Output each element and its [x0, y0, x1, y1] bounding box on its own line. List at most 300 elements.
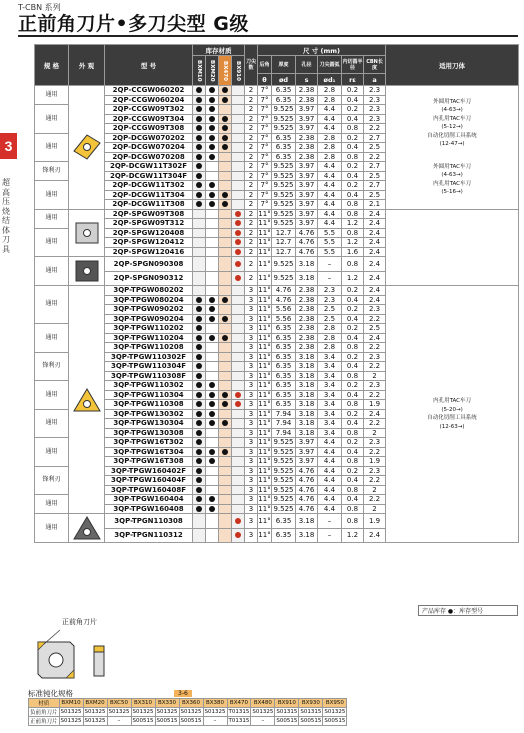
stock-cell-bxm10: [193, 190, 206, 200]
stock-dot-icon: [209, 182, 215, 188]
title-rule: [18, 35, 518, 37]
model-cell[interactable]: 3QP-TPGW110304: [105, 390, 193, 400]
stock-cell-bxm10: [193, 504, 206, 514]
stock-dot-icon: [196, 468, 202, 474]
standard-header-cell: BXM10: [59, 699, 83, 708]
model-cell[interactable]: 3QP-TPGW080202: [105, 286, 193, 296]
stock-cell-bx910: [232, 381, 245, 391]
model-cell[interactable]: 2QP-SPGW09T308: [105, 209, 193, 219]
dim-cell-edges: 3: [245, 528, 258, 543]
dim-cell-d: 12.7: [272, 228, 296, 238]
dim-cell-a: 11°: [258, 400, 271, 408]
model-cell[interactable]: 2QP-DCGW070202: [105, 133, 193, 143]
dim-cell-a: 11°: [258, 238, 271, 246]
stock-dot-icon: [209, 135, 215, 141]
model-cell[interactable]: 3QP-TPGW130302: [105, 409, 193, 419]
model-cell[interactable]: 3QP-TPGW110302F: [105, 352, 193, 362]
stock-dot-icon: [222, 392, 228, 398]
apply-note-label[interactable]: 自动化切削工具系统: [427, 415, 477, 421]
apply-note-range: (12-63→): [439, 423, 465, 430]
dim-cell-L: 2.3: [364, 438, 386, 448]
dim-cell-edges: 3: [245, 476, 258, 486]
stock-cell-bxm20: [206, 324, 219, 334]
stock-cell-bx470: [219, 209, 232, 219]
standard-header-cell: BX910: [275, 699, 299, 708]
standard-header-cell: 材质: [29, 699, 60, 708]
dim-cell-edges: 2: [245, 247, 258, 257]
stock-cell-bxm10: [193, 324, 206, 334]
stock-cell-bx910: [232, 305, 245, 315]
dim-cell-edges: 3: [245, 305, 258, 315]
standard-cell: –: [251, 717, 275, 726]
stock-cell-bxm20: [206, 457, 219, 467]
dim-cell-d1: 5.5: [318, 247, 342, 257]
dim-cell-r: 0.2: [342, 86, 364, 96]
stock-cell-bx910: [232, 114, 245, 124]
stock-cell-bx910: [232, 238, 245, 248]
stock-cell-bxm10: [193, 271, 206, 286]
standard-table: [28, 698, 347, 726]
dim-cell-edges: 3: [245, 362, 258, 372]
insert-shape-icon: [69, 209, 105, 257]
dim-cell-L: 2.4: [364, 257, 386, 272]
dim-cell-edges: 3: [245, 419, 258, 429]
stock-cell-bxm10: [193, 400, 206, 410]
model-cell[interactable]: 2QP-DCGW070208: [105, 152, 193, 162]
dim-cell-edges: 3: [245, 495, 258, 505]
dim-cell-L: 1.9: [364, 400, 386, 410]
stock-dot-icon: [209, 506, 215, 512]
model-cell[interactable]: 2QP-SPGN090312: [105, 271, 193, 286]
stock-cell-bxm10: [193, 352, 206, 362]
dim-cell-a: 11°: [258, 419, 271, 427]
model-cell[interactable]: 3QP-TPGW160408: [105, 504, 193, 514]
stock-dot-icon: [196, 344, 202, 350]
stock-cell-bxm20: [206, 485, 219, 495]
model-cell[interactable]: 3QP-TPGW160408F: [105, 485, 193, 495]
standard-cell: S00515: [132, 718, 154, 724]
stock-cell-bxm10: [193, 457, 206, 467]
dim-cell-s: 3.97: [296, 162, 318, 172]
dim-cell-a: 11°: [258, 428, 271, 437]
dim-cell-edges: 2: [245, 133, 258, 143]
model-cell[interactable]: 3QP-TPGW160404F: [105, 476, 193, 486]
dim-cell-s: 3.18: [296, 528, 318, 543]
dim-cell-L: 2.3: [364, 466, 386, 476]
standard-cell: T01315: [228, 718, 250, 724]
stock-dot-icon: [196, 411, 202, 417]
dim-cell-r: 1.2: [342, 271, 364, 286]
apply-note-range: (4-63→): [441, 107, 463, 114]
model-cell[interactable]: 2QP-DCGW11T302F: [105, 162, 193, 172]
dim-cell-a: 11°: [258, 228, 271, 237]
apply-note-range: (5-16→): [441, 189, 463, 196]
dim-cell-d1: 4.4: [318, 209, 342, 219]
dim-cell-a: 7°: [258, 162, 272, 172]
apply-note-label[interactable]: 外圆用TAC车刀: [433, 98, 472, 105]
dim-header-top-3: 刀尖圆弧: [318, 56, 342, 74]
standard-cell: S01325: [324, 709, 346, 715]
stock-cell-bx470: [219, 504, 232, 514]
dim-cell-L: 2: [364, 485, 386, 495]
apply-note-label[interactable]: 外圆用TAC车刀: [433, 163, 472, 170]
dim-cell-edges: 2: [245, 95, 258, 105]
stock-cell-bxm20: [206, 247, 219, 257]
dim-cell-d: 9.525: [272, 257, 296, 272]
dim-cell-d: 12.7: [272, 247, 296, 257]
stock-dot-icon: [196, 496, 202, 502]
model-cell[interactable]: 2QP-SPGW09T312: [105, 219, 193, 229]
apply-note-label[interactable]: 自动化切削工具系统: [427, 132, 477, 139]
stock-dot-icon: [196, 125, 202, 131]
model-cell[interactable]: 3QP-TPGN110312: [105, 528, 193, 543]
dim-cell-d: 9.525: [273, 447, 294, 456]
stock-dot-icon: [235, 220, 241, 226]
dim-cell-r: 0.4: [342, 314, 364, 324]
dim-cell-s: 3.97: [296, 447, 318, 457]
stock-dot-icon: [196, 506, 202, 512]
dim-cell-r: 0.2: [342, 162, 364, 172]
dim-cell-edges: 2: [245, 86, 258, 96]
stock-cell-bxm20: [206, 447, 219, 457]
stock-cell-bx910: [232, 528, 245, 543]
dim-cell-d1: 2.8: [318, 95, 342, 105]
model-cell[interactable]: 2QP-DCGW11T304: [105, 190, 193, 200]
dim-cell-s: 2.38: [296, 152, 318, 162]
model-cell[interactable]: 3QP-TPGW110304F: [105, 362, 193, 372]
stock-cell-bx910: [232, 86, 245, 96]
stock-cell-bx470: [219, 457, 232, 467]
stock-dot-icon: [196, 87, 202, 93]
stock-cell-bx910: [232, 286, 245, 296]
dim-cell-s: 3.18: [296, 514, 318, 529]
dim-cell-d1: 4.4: [318, 466, 342, 476]
dim-cell-d: 6.35: [272, 362, 296, 372]
dim-cell-s: 3.97: [296, 171, 318, 181]
dim-cell-a: 7°: [258, 105, 272, 115]
dim-cell-edges: 2: [245, 171, 258, 181]
model-cell[interactable]: 3QP-TPGW130308: [105, 428, 193, 438]
stock-cell-bxm20: [206, 143, 219, 153]
stock-cell-bx470: [219, 181, 232, 191]
stock-cell-bxm10: [193, 466, 206, 476]
insert-shape-icon: [69, 514, 105, 543]
stock-cell-bx470: [219, 305, 232, 315]
model-cell[interactable]: 2QP-CCGW060202: [105, 86, 193, 96]
dim-cell-d: 9.525: [273, 181, 294, 189]
stock-cell-bxm10: [193, 485, 206, 495]
stock-cell-bx910: [232, 314, 245, 324]
dim-cell-L: 2.2: [364, 447, 386, 457]
stock-dot-icon: [222, 125, 228, 131]
apply-note-range: (5-20→): [441, 406, 463, 413]
dim-cell-s: 4.76: [296, 485, 318, 495]
stock-cell-bx910: [232, 219, 245, 229]
stock-cell-bxm10: [193, 476, 206, 486]
stock-dot-icon: [235, 211, 241, 217]
stock-cell-bxm20: [206, 219, 219, 229]
dim-cell-L: 2.4: [364, 247, 386, 257]
stock-cell-bx470: [219, 438, 232, 448]
stock-dot-icon: [196, 135, 202, 141]
dim-cell-L: 2.4: [364, 528, 386, 543]
stock-cell-bx910: [232, 209, 245, 219]
dim-cell-d1: 2.8: [318, 152, 342, 162]
dim-cell-s: 3.97: [296, 457, 318, 467]
dim-cell-a: 7°: [258, 200, 272, 210]
model-cell[interactable]: 2QP-DCGW11T304F: [105, 171, 193, 181]
dim-cell-d: 7.94: [272, 428, 296, 438]
dim-cell-d1: 4.4: [318, 504, 342, 514]
dim-cell-d1: –: [318, 514, 342, 529]
stock-cell-bx910: [232, 457, 245, 467]
apply-note-label[interactable]: 内孔用TAC车刀: [433, 180, 472, 187]
stock-dot-icon: [196, 163, 202, 169]
dim-cell-L: 2.4: [364, 228, 386, 238]
model-cell[interactable]: 3QP-TPGW16T308: [105, 457, 193, 467]
dim-cell-r: 0.8: [342, 457, 364, 467]
stock-cell-bx910: [232, 409, 245, 419]
dim-cell-r: 0.4: [342, 114, 364, 124]
model-cell[interactable]: 3QP-TPGW090202: [105, 305, 193, 315]
stock-cell-bx470: [219, 352, 232, 362]
stock-cell-bx470: [219, 476, 232, 486]
stock-dot-icon: [222, 116, 228, 122]
dim-cell-r: 0.4: [342, 190, 364, 200]
stock-dot-icon: [209, 449, 215, 455]
dim-cell-L: 2.4: [364, 286, 386, 296]
stock-cell-bx470: [219, 324, 232, 334]
insert-hole: [49, 653, 63, 667]
dim-cell-a: 11°: [258, 495, 271, 503]
dim-cell-L: 2.2: [364, 124, 386, 134]
stock-cell-bx470: [219, 485, 232, 495]
dim-header-bottom-4: rε: [342, 74, 364, 86]
dim-cell-d1: 4.4: [318, 105, 342, 115]
standard-header-row: [29, 699, 347, 708]
dim-cell-edges: 3: [245, 447, 258, 457]
dim-cell-d: 6.35: [272, 86, 296, 96]
stock-dot-icon: [222, 297, 228, 303]
dim-cell-L: 2: [364, 371, 386, 381]
stock-cell-bxm20: [206, 390, 219, 400]
spec-cell: 通用: [35, 514, 69, 543]
standard-cell: S01325: [132, 709, 154, 715]
standard-header-cell: BX330: [155, 699, 179, 708]
dim-cell-s: 2.38: [296, 86, 318, 96]
dim-cell-r: 0.2: [342, 105, 364, 115]
spec-cell: 通用: [35, 105, 69, 134]
dim-header-bottom-2: s: [296, 74, 318, 86]
stock-dot-icon: [209, 116, 215, 122]
apply-note-label[interactable]: 内孔用TAC车刀: [433, 398, 472, 404]
header-apply: 适用刀体: [386, 45, 519, 86]
dim-cell-s: 2.38: [296, 305, 318, 315]
dim-cell-d1: 4.4: [318, 457, 342, 467]
stock-dot-icon: [235, 518, 241, 524]
stock-cell-bx910: [232, 438, 245, 448]
dim-cell-s: 2.38: [296, 343, 318, 353]
grade-header-bx910: BX910: [232, 56, 245, 86]
dim-cell-a: 11°: [258, 247, 271, 256]
standard-cell: S00515: [324, 718, 346, 724]
dim-cell-s: 3.18: [296, 271, 318, 286]
dim-cell-d: 9.525: [273, 495, 294, 503]
dim-cell-L: 2.2: [364, 362, 386, 372]
dim-cell-d: 4.76: [272, 286, 296, 296]
model-cell[interactable]: 2QP-CCGW09T302: [105, 105, 193, 115]
dim-cell-d: 6.35: [272, 381, 296, 391]
model-cell[interactable]: 3QP-TPGN110308: [105, 514, 193, 529]
apply-note-label[interactable]: 内孔用TAC车刀: [433, 115, 472, 122]
dim-cell-edges: 2: [245, 114, 258, 124]
dim-cell-r: 0.8: [342, 200, 364, 210]
stock-cell-bxm20: [206, 409, 219, 419]
dim-cell-d1: –: [318, 257, 342, 272]
model-cell[interactable]: 3QP-TPGW090204: [105, 314, 193, 324]
stock-cell-bxm20: [206, 133, 219, 143]
spec-cell: 通用: [35, 133, 69, 162]
model-cell[interactable]: 3QP-TPGW110204: [105, 333, 193, 343]
stock-dot-icon: [196, 201, 202, 207]
model-cell[interactable]: 3QP-TPGW110308F: [105, 371, 193, 381]
model-cell[interactable]: 3QP-TPGW110208: [105, 343, 193, 353]
stock-dot-icon: [222, 335, 228, 341]
spec-cell: 锋利刃: [35, 162, 69, 181]
header-appearance: 外 观: [69, 45, 105, 86]
dim-cell-d: 6.35: [272, 390, 296, 400]
dim-cell-d: 6.35: [272, 152, 296, 162]
model-cell[interactable]: 2QP-CCGW09T308: [105, 124, 193, 134]
stock-dot-icon: [209, 192, 215, 198]
product-table: [34, 44, 519, 543]
dim-cell-d: 6.35: [272, 400, 296, 410]
spec-cell: 锋利刃: [35, 352, 69, 381]
standard-header-cell: BX480: [251, 699, 275, 708]
dim-cell-d1: 5.5: [318, 238, 342, 248]
stock-dot-icon: [222, 87, 228, 93]
stock-cell-bxm10: [193, 333, 206, 343]
stock-cell-bxm20: [206, 438, 219, 448]
stock-cell-bxm10: [193, 181, 206, 191]
model-cell[interactable]: 2QP-SPGW120408: [105, 228, 193, 238]
dim-cell-L: 2.4: [364, 295, 386, 305]
dim-cell-s: 2.38: [296, 286, 318, 296]
stock-cell-bx470: [219, 495, 232, 505]
dim-cell-edges: 3: [245, 514, 258, 529]
dim-cell-r: 0.4: [342, 95, 364, 105]
model-cell[interactable]: 3QP-TPGW110302: [105, 381, 193, 391]
stock-cell-bx470: [219, 271, 232, 286]
dim-cell-s: 4.76: [296, 504, 318, 514]
dim-cell-d1: 4.4: [318, 190, 342, 200]
spec-cell: 通用: [35, 228, 69, 257]
dim-cell-L: 2.1: [364, 200, 386, 210]
dim-cell-d1: 2.8: [318, 143, 342, 153]
dim-cell-edges: 3: [245, 457, 258, 467]
stock-cell-bxm20: [206, 114, 219, 124]
spec-cell: 通用: [35, 495, 69, 514]
model-cell[interactable]: 2QP-SPGW120416: [105, 247, 193, 257]
model-cell[interactable]: 2QP-SPGW120412: [105, 238, 193, 248]
dim-cell-d: 6.35: [272, 333, 296, 343]
standard-cell: S01325: [84, 718, 106, 724]
dim-cell-L: 2.3: [364, 105, 386, 115]
stock-dot-icon: [196, 487, 202, 493]
model-cell[interactable]: 2QP-DCGW11T302: [105, 181, 193, 191]
dim-cell-d1: 2.8: [318, 133, 342, 143]
standard-cell: 正前角刀片: [29, 717, 60, 726]
model-cell[interactable]: 3QP-TPGW130304: [105, 419, 193, 429]
series-label: T-CBN 系列: [18, 3, 61, 12]
stock-cell-bxm20: [206, 514, 219, 529]
model-cell[interactable]: 3QP-TPGW160402F: [105, 466, 193, 476]
model-cell[interactable]: 3QP-TPGW16T304: [105, 447, 193, 457]
stock-cell-bxm20: [206, 305, 219, 315]
stock-cell-bxm20: [206, 400, 219, 410]
dim-cell-d1: 3.4: [318, 381, 342, 391]
stock-cell-bx470: [219, 528, 232, 543]
model-cell[interactable]: 3QP-TPGW16T302: [105, 438, 193, 448]
model-cell[interactable]: 2QP-CCGW09T304: [105, 114, 193, 124]
model-cell[interactable]: 3QP-TPGW080204: [105, 295, 193, 305]
model-cell[interactable]: 3QP-TPGW110202: [105, 324, 193, 334]
dim-cell-s: 3.97: [296, 209, 318, 219]
dim-cell-a: 11°: [258, 457, 271, 465]
dim-cell-L: 2.3: [364, 95, 386, 105]
stock-cell-bx910: [232, 485, 245, 495]
stock-cell-bxm10: [193, 381, 206, 391]
dim-cell-r: 1.6: [342, 247, 364, 257]
stock-cell-bxm10: [193, 390, 206, 400]
standard-header-cell: BX310: [131, 699, 155, 708]
dim-cell-L: 2.2: [364, 419, 386, 429]
stock-dot-icon: [222, 316, 228, 322]
stock-cell-bx470: [219, 286, 232, 296]
stock-cell-bx470: [219, 428, 232, 438]
stock-cell-bxm20: [206, 181, 219, 191]
stock-cell-bx470: [219, 86, 232, 96]
stock-legend: 产品库存 ●：库存型号: [418, 605, 518, 616]
stock-cell-bx910: [232, 514, 245, 529]
dim-cell-L: 1.9: [364, 457, 386, 467]
spec-cell: 通用: [35, 409, 69, 438]
stock-cell-bx470: [219, 371, 232, 381]
stock-dot-icon: [209, 106, 215, 112]
model-cell[interactable]: 2QP-DCGW11T308: [105, 200, 193, 210]
model-cell[interactable]: 3QP-TPGW160404: [105, 495, 193, 505]
stock-cell-bx910: [232, 504, 245, 514]
model-cell[interactable]: 2QP-DCGW070204: [105, 143, 193, 153]
dim-cell-d1: 4.4: [318, 171, 342, 181]
dim-cell-a: 11°: [258, 514, 272, 529]
dim-cell-d1: 2.3: [318, 295, 342, 305]
chapter-tab[interactable]: 3: [0, 133, 17, 159]
model-cell[interactable]: 3QP-TPGW110308: [105, 400, 193, 410]
stock-dot-icon: [209, 458, 215, 464]
stock-dot-icon: [196, 106, 202, 112]
standard-cell: S00515: [156, 718, 178, 724]
dim-cell-a: 7°: [258, 95, 272, 105]
dim-cell-d1: 3.4: [318, 428, 342, 438]
dim-cell-a: 7°: [258, 86, 272, 96]
stock-cell-bx910: [232, 371, 245, 381]
dim-cell-L: 2.7: [364, 181, 386, 191]
dim-cell-d: 6.35: [272, 371, 296, 381]
model-cell[interactable]: 2QP-CCGW060204: [105, 95, 193, 105]
spec-cell: 通用: [35, 324, 69, 353]
model-cell[interactable]: 2QP-SPGN090308: [105, 257, 193, 272]
